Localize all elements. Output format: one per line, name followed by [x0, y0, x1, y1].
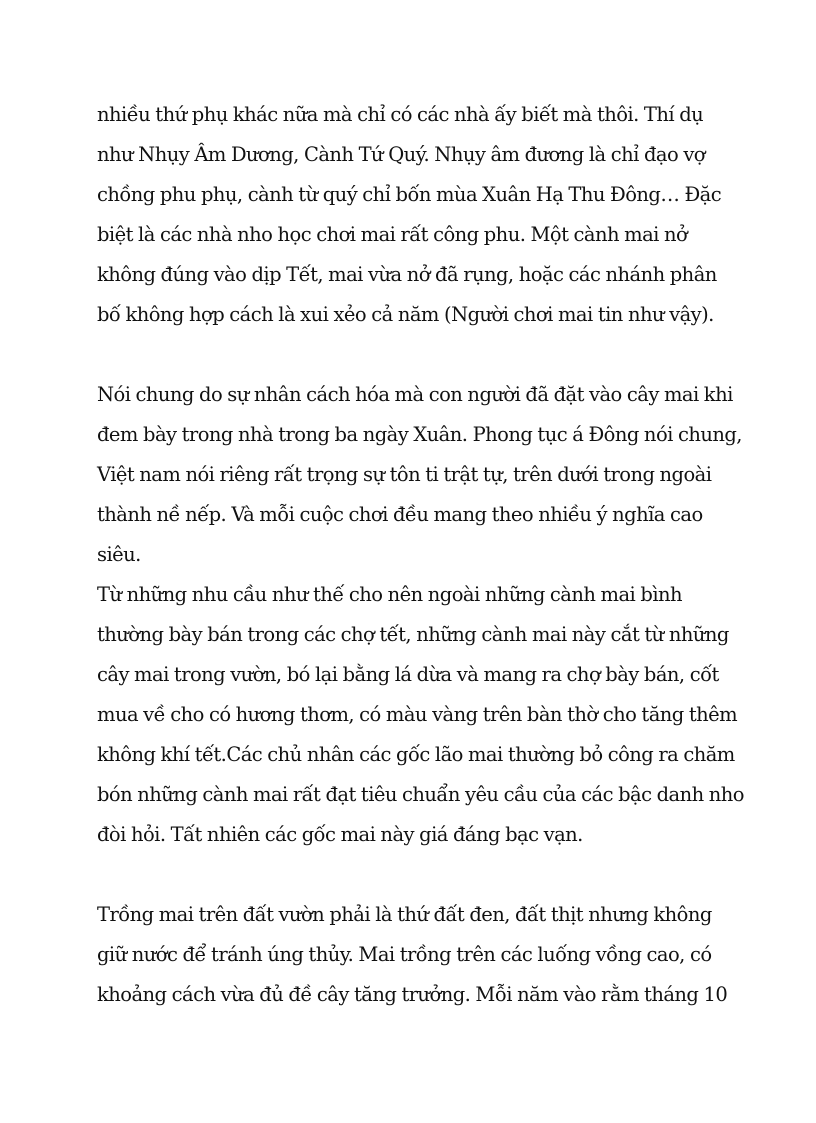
text-line: Việt nam nói riêng rất trọng sự tôn ti trật tự, trên dưới trong ngoài [97, 463, 712, 486]
text-line: cây mai trong vườn, bó lại bằng lá dừa và mang ra chợ bày bán, cốt [97, 663, 719, 686]
text-line: Từ những nhu cầu như thế cho nên ngoài những cành mai bình [97, 583, 683, 606]
text-line: thường bày bán trong các chợ tết, những cành mai này cắt từ những [97, 623, 729, 646]
text-line: bố không hợp cách là xui xẻo cả năm (Người chơi mai tin như vậy). [97, 303, 714, 326]
text-line: không khí tết.Các chủ nhân các gốc lão mai thường bỏ công ra chăm [97, 743, 735, 766]
text-line: mua về cho có hương thơm, có màu vàng trên bàn thờ cho tăng thêm [97, 703, 738, 726]
text-line: chồng phu phụ, cành từ quý chỉ bốn mùa Xuân Hạ Thu Đông… Đặc [97, 183, 722, 206]
text-line: Nói chung do sự nhân cách hóa mà con người đã đặt vào cây mai khi [97, 383, 733, 406]
text-line: đòi hỏi. Tất nhiên các gốc mai này giá đáng bạc vạn. [97, 823, 583, 846]
text-line: đem bày trong nhà trong ba ngày Xuân. Phong tục á Đông nói chung, [97, 423, 742, 446]
text-line: Trồng mai trên đất vườn phải là thứ đất đen, đất thịt nhưng không [97, 903, 712, 926]
text-line: thành nề nếp. Và mỗi cuộc chơi đều mang theo nhiều ý nghĩa cao [97, 503, 703, 526]
text-line: như Nhụy Âm Dương, Cành Tứ Quý. Nhụy âm đương là chỉ đạo vợ [97, 143, 705, 166]
text-line: siêu. [97, 543, 141, 566]
text-line: biệt là các nhà nho học chơi mai rất công phu. Một cành mai nở [97, 223, 688, 246]
text-line: không đúng vào dịp Tết, mai vừa nở đã rụng, hoặc các nhánh phân [97, 263, 717, 286]
text-line: bón những cành mai rất đạt tiêu chuẩn yêu cầu của các bậc danh nho [97, 783, 744, 806]
text-line: nhiều thứ phụ khác nữa mà chỉ có các nhà ấy biết mà thôi. Thí dụ [97, 103, 704, 126]
text-line: giữ nước để tránh úng thủy. Mai trồng trên các luống vồng cao, có [97, 943, 712, 966]
text-line: khoảng cách vừa đủ đề cây tăng trưởng. Mỗi năm vào rằm tháng 10 [97, 983, 728, 1006]
